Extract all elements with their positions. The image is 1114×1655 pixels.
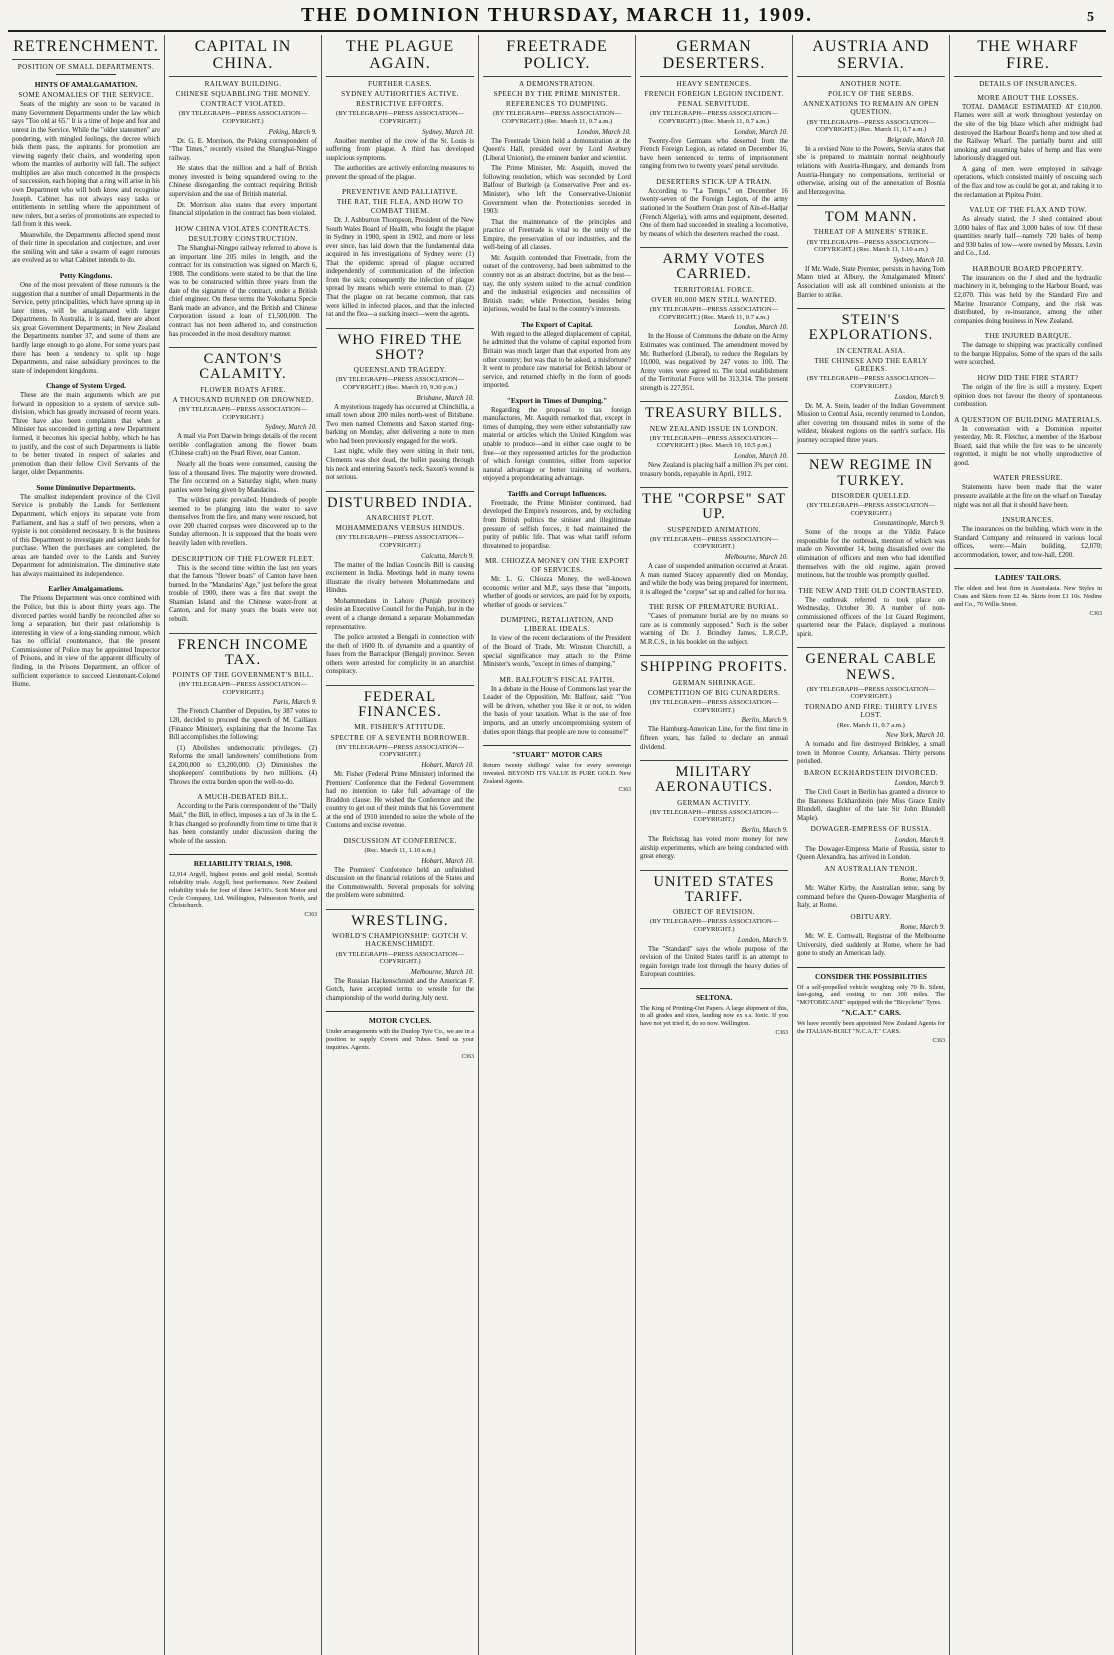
paragraph: A tornado and fire destroyed Brinkley, a small town in Monroe County, Arkansas. Thirty persons perished.: [797, 741, 945, 766]
paragraph: Dr. M. A. Stein, leader of the Indian Government Mission to Central Asia, recently returned to London, after covering ten thousand miles in some of the wildest, bleakest regions on the earth's surface. His journey occupied three years.: [797, 402, 945, 444]
deck: POLICY OF THE SERBS.: [828, 89, 914, 98]
subheading: A QUESTION OF BUILDING MATERIALS.: [954, 414, 1102, 424]
place-date: Berlin, March 9.: [741, 825, 788, 834]
dateline: (BY TELEGRAPH—PRESS ASSOCIATION—COPYRIGHT.) (Rec. March 11, 1.10 a.m.): [806, 238, 936, 254]
ad-text: Return twenty shillings' value for every sovereign invested. BEYOND ITS VALUE IS PURE GOLD. New Zealand Agents.: [483, 761, 631, 785]
article-french-income-tax: [169, 638, 317, 847]
headline: SHIPPING PROFITS.: [640, 659, 788, 676]
dateline: (BY TELEGRAPH—PRESS ASSOCIATION—COPYRIGHT.): [649, 918, 779, 933]
deck: IN CENTRAL ASIA.: [836, 346, 906, 355]
headline: FEDERAL FINANCES.: [358, 688, 442, 721]
subheading: PREVENTIVE AND PALLIATIVE.: [341, 187, 459, 197]
subheading: Change of System Urged.: [45, 381, 127, 391]
dateline: (BY TELEGRAPH—PRESS ASSOCIATION—COPYRIGHT.): [649, 699, 779, 714]
dateline: (BY TELEGRAPH—PRESS ASSOCIATION—COPYRIGHT.) (Rec. March 10, 9.30 p.m.): [335, 376, 465, 392]
paragraph: In conversation with a Dominion reporter yesterday, Mr. R. Fletcher, a member of the Harbour Board, said that while the fire was to be sincerely regretted, it might be not wholly unproductive of good.: [954, 425, 1102, 467]
deck: DOWAGER-EMPRESS OF RUSSIA.: [810, 825, 932, 834]
ad-heading: MOTOR CYCLES.: [368, 1016, 432, 1026]
deck: DESULTORY CONSTRUCTION.: [188, 234, 298, 243]
paragraph: Another member of the crew of the St. Louis is suffering from plague. A third has developed suspicious symptoms.: [326, 137, 474, 162]
paragraph: Freetrade, the Prime Minister continued, had developed the Empire's resources, and, by excluding from British politics the sinister and illegitimate pressure of selfish forces, it had maintained the purity of public life. That was what tariff reform threatened to jeopardise.: [483, 499, 631, 550]
paragraph: The Dowager-Empress Marie of Russia, sister to Queen Alexandra, has arrived in London.: [797, 845, 945, 862]
divider: [797, 205, 945, 206]
paragraph: Mohammedans in Lahore (Punjab province) desire an Executive Council for the Punjab, but in the event of a change demand a separate Mohammedan representative.: [326, 597, 474, 631]
deck: SPECTRE OF A SEVENTH BORROWER.: [330, 733, 470, 742]
article-who-fired-the-shot: [326, 333, 474, 483]
subheading: Some Diminutive Departments.: [36, 482, 136, 492]
place-date: Brisbane, March 10.: [416, 393, 474, 402]
dateline: (BY TELEGRAPH—PRESS ASSOCIATION—COPYRIGHT.): [178, 406, 308, 421]
subheading: Petty Kingdoms.: [59, 271, 113, 281]
place-date: London, March 10.: [734, 451, 788, 460]
deck: MR. FISHER'S ATTITUDE.: [354, 723, 446, 732]
headline: CAPITAL IN CHINA.: [194, 38, 292, 72]
subheading: MR. CHIOZZA MONEY ON THE EXPORT OF SERVICES.: [485, 556, 629, 575]
paragraph: TOTAL DAMAGE ESTIMATED AT £10,000. Flames were still at work throughout yesterday on the site of the big blaze which after midnight had destroyed the Harbour Board's hemp and tow shed at the Railway Wharf. The partially burnt and still smoking and steaming bales of hemp and flax were laboriously dragged out.: [954, 103, 1102, 163]
paragraph: If Mr. Wade, State Premier, persists in having Tom Mann tried at Albury, the Amalgamated Miners' Association will ask all combined unionists at the Barrier to strike.: [797, 265, 945, 299]
advertisement: [483, 745, 631, 794]
column-7: [950, 35, 1106, 1655]
deck: SOME ANOMALIES OF THE SERVICE.: [18, 91, 154, 100]
subheading: MORE ABOUT THE LOSSES.: [977, 92, 1079, 102]
paragraph: In a debate in the House of Commons last year the Leader of the Opposition, Mr. Balfour, said: "You will be driven, whether you like it or not, to widen the basis of your taxation. What is the use of free imports, and an utterly uncompromising system of duties upon things that people are now to consume?": [483, 685, 631, 736]
article-federal-finances: [326, 690, 474, 901]
paragraph: A gang of men were employed in salvage operations, which consisted mainly of rescuing such of the flax and tow as could be got at, and raking it to the reclamation at Pipitea Point.: [954, 165, 1102, 199]
deck: THREAT OF A MINERS' STRIKE.: [813, 228, 929, 237]
headline: FRENCH INCOME TAX.: [177, 636, 309, 668]
article-army-votes: [640, 252, 788, 393]
paragraph: Last night, while they were sitting in their tent, Clements was shot dead, the bullet passing through his neck and entering Saxon's neck. Saxon's wound is not serious.: [326, 448, 474, 482]
dateline: (BY TELEGRAPH—PRESS ASSOCIATION—COPYRIGHT.) (Rec. March 10, 10.5 p.m.): [649, 434, 779, 450]
headline: AUSTRIA AND SERVIA.: [812, 38, 930, 72]
article-new-regime-in-turkey: [797, 458, 945, 639]
paragraph: The authorities are actively enforcing measures to prevent the spread of the plague.: [326, 165, 474, 181]
divider: [954, 76, 1102, 77]
article-general-cable-news: [797, 652, 945, 958]
deck: FLOWER BOATS AFIRE.: [200, 385, 286, 394]
subheading: THE NEW AND THE OLD CONTRASTED.: [798, 585, 944, 595]
dateline: (BY TELEGRAPH—PRESS ASSOCIATION—COPYRIGHT.): [178, 681, 308, 696]
dateline: (BY TELEGRAPH—PRESS ASSOCIATION—COPYRIGHT.): [649, 535, 779, 551]
article-military-aeronautics: [640, 765, 788, 862]
subheading: HOW CHINA VIOLATES CONTRACTS.: [175, 223, 311, 233]
ad-text: Of a self-propelled vehicle weighing only 70 lb. Silent, fast-going, and costing to run 100 miles. The "MOTOBECANE" equipped with the "Bicyclette" Tyres.: [797, 983, 945, 1007]
headline: WRESTLING.: [351, 912, 449, 929]
divider: [326, 491, 474, 492]
article-plague-again: [326, 39, 474, 320]
dateline: (BY TELEGRAPH—PRESS ASSOCIATION—COPYRIGHT.): [649, 808, 779, 824]
deck: OBJECT OF REVISION.: [673, 908, 755, 917]
divider: [169, 633, 317, 634]
paragraph: Seats of the mighty are soon to be vacated in many Government Departments under the law which says "Too old at 65." It is a time of hope and fear and unrest in the Service. While the "older statesmen" are pondering, with mingled feelings, the decree which bids them pass, the aspirants for promotion are viewing eagerly their chairs, and wondering upon whom the mantles of authority will fall. The subject multiplies are also much concerned in the prospects of succession, each hoping that a ring will arise in his own Department who will both know and recognise Joseph. Cabinet has not always easy tasks or entitlements in settling where the appointment of new rulers, but a series of promotions are expected to fall from it this week.: [12, 101, 160, 229]
subheading: HINTS OF AMALGAMATION.: [34, 80, 138, 90]
dateline: (BY TELEGRAPH—PRESS ASSOCIATION—COPYRIGHT.): [806, 685, 936, 701]
paragraph: In the House of Commons the debate on the Army Estimates was continued. The amendment moved by Mr. Rutherford (Liberal), to reduce the Regulars by 10,000, was negatived by 247 votes to 100. The Army votes were agreed to. The total establishment of the Territorial Force will be 313,314. The present strength is 227,951.: [640, 333, 788, 392]
headline: ARMY VOTES CARRIED.: [662, 251, 766, 283]
ad-text: We have recently been appointed New Zealand Agents for the ITALIAN-BUILT "N.C.A.T." CARS.: [797, 1019, 945, 1035]
subheading: DESCRIPTION OF THE FLOWER FLEET.: [171, 553, 315, 563]
divider: [326, 909, 474, 910]
headline: FREETRADE POLICY.: [506, 38, 608, 72]
deck: OVER 80,000 MEN STILL WANTED.: [651, 295, 777, 304]
divider: [640, 247, 788, 248]
paragraph: The smallest independent province of the Civil Service is probably the Lands for Settlement Department, which enjoys its separate vote from Parliament, and has a staff of two persons, when a typiste is not considered necessary. It is the business of this Department to investigate and select lands for purchase. When the purchases are completed, the areas are handed over to the Lands and Survey Department for administration. The diminutive state has always maintained its independence.: [12, 493, 160, 578]
deck: BARON ECKHARDSTEIN DIVORCED.: [804, 768, 938, 777]
divider: [483, 76, 631, 77]
deck: NEW ZEALAND ISSUE IN LONDON.: [649, 424, 779, 433]
subheading: Tariffs and Corrupt Influences.: [507, 488, 607, 498]
deck: A DEMONSTRATION.: [519, 79, 595, 88]
divider: [56, 74, 115, 75]
masthead-title: THE DOMINION THURSDAY, MARCH 11, 1909.: [301, 4, 813, 26]
place-date: London, March 10.: [734, 323, 788, 332]
paragraph: (1) Abolishes undemocratic privileges. (2) Reforms the small landowners' contributions from £4,200,000 to £3,200,000. (3) Diminishes the shopkeepers' contributions by two millions. (4) Throws the extra burden upon the well-to-do.: [169, 744, 317, 786]
ad-code: C363: [618, 787, 631, 794]
place-date: Peking, March 9.: [268, 127, 317, 136]
paragraph: The Civil Court in Berlin has granted a divorce to the Baroness Eckhardstein (née Miss Grace Emily Blundell, daughter of the late Sir John Blundell Maple).: [797, 789, 945, 822]
divider: [640, 76, 788, 77]
article-cantons-calamity: [169, 352, 317, 624]
deck: SYDNEY AUTHORITIES ACTIVE.: [341, 89, 459, 98]
paragraph: The insurances on the building, which were in the Standard Company and reinsured in various local offices, were:—Main building, £2,070; accommodation, tower, and tow-hall, £200.: [954, 526, 1102, 559]
article-german-deserters: [640, 39, 788, 239]
advertisement: [640, 988, 788, 1037]
divider: [326, 685, 474, 686]
divider: [12, 59, 160, 60]
headline: TREASURY BILLS.: [645, 405, 783, 422]
deck: QUEENSLAND TRAGEDY.: [353, 366, 447, 375]
deck: SUSPENDED ANIMATION.: [667, 525, 761, 534]
dateline: (BY TELEGRAPH—PRESS ASSOCIATION—COPYRIGHT.): [335, 110, 465, 126]
paragraph: Dr. J. Ashburton Thompson, President of the New South Wales Board of Health, who fought the plague in Sydney in 1900, spent in 1902, and more or less ever since, has laid down that the fundamental data acquired in his investigations of Sydney were: (1) That the epidemic spread of plague occurred independently of communication of the infection from the sick; consequently the infection of plague spread by means which were external to man. (2) That the plague on rat became common, that rats were killed in infected places, and that the infected rat and the flea—a sucking insect—were the agents.: [326, 216, 474, 319]
ad-heading: "N.C.A.T." CARS.: [841, 1008, 901, 1018]
place-date: Berlin, March 9.: [741, 716, 788, 725]
deck: FURTHER CASES.: [368, 79, 432, 88]
ad-text: The oldest and best firm in Australasia. New Styles in Coats and Skirts from £2 4s. Skirts from £1 10s. Nodine and Co., 76 Willis Street.: [954, 585, 1102, 608]
deck: FRENCH FOREIGN LEGION INCIDENT.: [644, 89, 784, 98]
deck: A THOUSAND BURNED OR DROWNED.: [172, 395, 314, 404]
column-4: [479, 35, 636, 1655]
divider: [640, 401, 788, 402]
dateline: (BY TELEGRAPH—PRESS ASSOCIATION—COPYRIGHT.): [178, 110, 308, 126]
headline: THE PLAGUE AGAIN.: [345, 38, 455, 72]
divider: [797, 453, 945, 454]
dateline: (BY TELEGRAPH—PRESS ASSOCIATION—COPYRIGHT.) (Rec. March 11, 0.7 a.m.): [649, 110, 779, 126]
article-treasury-bills: [640, 406, 788, 479]
divider: [169, 76, 317, 77]
article-freetrade-policy: [483, 39, 631, 737]
advertisement: [797, 967, 945, 1045]
paragraph: Meanwhile, the Departments affected spend most of their time in speculation and conjecture, and over the smiling win and take a swarm of eager rumours are evolved as to what Cabinet intends to do.: [12, 231, 160, 265]
subheading: DUMPING, RETALIATION, AND LIBERAL IDEALS.: [500, 615, 614, 634]
ad-text: 12,914 Argyll, highest points and gold medal, Scottish reliability trials. Argyll, best performance. New Zealand reliability trials for four of three 14/16's. Scott Motor and Cycle Company, Ltd. Wellington, Palmerston North, and Christchurch.: [169, 871, 317, 910]
deck: WORLD'S CHAMPIONSHIP: GOTCH V. HACKENSCHMIDT.: [332, 932, 468, 949]
place-date: Sydney, March 10.: [893, 255, 945, 264]
headline: MILITARY AERONAUTICS.: [655, 764, 773, 796]
deck: AN AUSTRALIAN TENOR.: [824, 864, 918, 873]
deck: POSITION OF SMALL DEPARTMENTS.: [17, 62, 155, 71]
deck: THE RAT, THE FLEA, AND HOW TO COMBAT THEM.: [336, 198, 464, 215]
masthead: [8, 0, 1106, 32]
dateline: (BY TELEGRAPH—PRESS ASSOCIATION—COPYRIGHT.): [335, 950, 465, 966]
ad-text: Under arrangements with the Dunlop Tyre Co., we are in a position to supply Covers and Tubes. Send us your inquiries. Agents.: [326, 1028, 474, 1051]
deck: GERMAN ACTIVITY.: [677, 798, 751, 807]
headline: GERMAN DESERTERS.: [662, 38, 766, 72]
paragraph: Nearly all the boats were consumed, causing the loss of a thousand lives. The majority were drowned. The fire occurred on a Saturday night, when many parties were being given by Mandarins.: [169, 460, 317, 494]
place-date: Hobart, March 10.: [421, 856, 474, 865]
divider: [326, 328, 474, 329]
place-date: New York, March 10.: [885, 731, 945, 740]
paragraph: The police arrested a Bengali in connection with the theft of 1600 lb. of dynamite and a quantity of fuses from the Barrackpur (Bengal) province. Seven others were arrested for complicity in an anarchist conspiracy.: [326, 634, 474, 676]
paragraph: The Reichstag has voted more money for new airship experiments, which are being conducted with great energy.: [640, 835, 788, 861]
place-date: Calcutta, March 9.: [420, 551, 474, 560]
ad-code: C363: [932, 1037, 945, 1044]
place-date: London, March 9.: [894, 392, 945, 401]
paragraph: Mr. Asquith contended that Freetrade, from the outset of the controversy, had been submitted to the country not as an abstract doctrine, but as the best—nay, the only system suited to the actual condition and the industrial exigencies and necessities of British trade; while Protection, besides being injurious, would be fatal to the country's interests.: [483, 254, 631, 314]
headline: WHO FIRED THE SHOT?: [337, 331, 463, 363]
place-date: London, March 9.: [894, 779, 945, 788]
place-date: Melbourne, March 10.: [724, 552, 788, 561]
place-date: Sydney, March 10.: [265, 423, 317, 432]
headline: THE WHARF FIRE.: [977, 38, 1079, 72]
ad-heading: CONSIDER THE POSSIBILITIES: [815, 971, 927, 981]
article-shipping-profits: [640, 660, 788, 752]
paragraph: Mr. L. G. Chiozza Money, the well-known economic writer and M.P., says these that "imports, whether of goods or services, are paid for by exports, whether of goods or services.": [483, 576, 631, 609]
deck: TORNADO AND FIRE: THIRTY LIVES LOST.: [804, 703, 938, 720]
deck: CHINESE SQUABBLING THE MONEY.: [175, 89, 311, 98]
paragraph: "Cases of premature burial are by no means so rare as is commonly supposed." Such is the sober warning of Dr. J. Brindley James, L.R.C.P., M.R.C.S., in his booklet on the subject.: [640, 613, 788, 646]
paragraph: Statements have been made that the water pressure available at the fire on the wharf on Tuesday night was not all that it should have been.: [954, 484, 1102, 509]
paragraph: The Freetrade Union held a demonstration at the Queen's Hall, presided over by Lord Avebury (Liberal Unionist), the eminent banker and scientist.: [483, 137, 631, 162]
subheading: THE RISK OF PREMATURE BURIAL.: [648, 602, 780, 612]
deck: POINTS OF THE GOVERNMENT'S BILL.: [172, 670, 314, 679]
headline: STEIN'S EXPLORATIONS.: [808, 312, 934, 344]
article-wharf-fire: [954, 39, 1102, 560]
paragraph: With regard to the alleged displacement of capital, he admitted that the volume of capital exported from Britain was much larger than that exported from any other country; but was that to be asked, a misfortune? It went to produce raw material for British labour or service, and returned chiefly in the form of goods imported.: [483, 330, 631, 390]
subheading: DESERTERS STICK UP A TRAIN.: [656, 176, 772, 186]
headline: UNITED STATES TARIFF.: [653, 873, 775, 905]
deck: COMPETITION OF BIG CUNARDERS.: [647, 688, 781, 697]
divider: [797, 647, 945, 648]
paragraph: Mr. W. E. Cornwall, Registrar of the Melbourne University, died suddenly at Rome, where he had gone to study an American lady.: [797, 933, 945, 958]
place-date: London, March 9.: [737, 935, 788, 944]
divider: [640, 487, 788, 488]
deck: TERRITORIAL FORCE.: [673, 285, 755, 294]
deck: PENAL SERVITUDE.: [677, 100, 751, 109]
deck: DETAILS OF INSURANCES.: [979, 79, 1077, 88]
place-date: Belgrade, March 10.: [886, 135, 945, 144]
place-date: Melbourne, March 10.: [410, 967, 474, 976]
ad-code: C363: [775, 1030, 788, 1037]
deck: RAILWAY BUILDING.: [204, 79, 282, 88]
deck: HEAVY SENTENCES.: [676, 79, 752, 88]
paragraph: The Russian Hackenschmidt and the American F. Gotch, have accepted terms to wrestle for the championship of the world during July next.: [326, 977, 474, 1002]
paragraph: Dr. Morrison also states that every important financial stipulation in the contract has been violated.: [169, 201, 317, 218]
place-date: London, March 10.: [734, 127, 788, 136]
ad-heading: LADIES' TAILORS.: [995, 573, 1061, 583]
dateline: (BY TELEGRAPH—PRESS ASSOCIATION—COPYRIGHT.) (Rec. March 11, 0.7 a.m.): [806, 118, 936, 134]
paragraph: The wildest panic prevailed. Hundreds of people seemed to be plunging into the water to save themselves from the fire, and many were rescued, but over 200 charred corpses were discovered up to the Sunday afternoon. It is supposed that the boats were heavily laden with revellers.: [169, 497, 317, 548]
paragraph: That the maintenance of the principles and practice of Freetrade is vital to the unity of the Empire, the preservation of our industries, and the well-being of all classes.: [483, 218, 631, 252]
paragraph: As already stated, the J shed contained about 3,000 bales of flax and 3,000 bales of tow. Of these quantities nearly half—namely 720 bales of hemp and 930 bales of tow—were owned by Messrs. Levin and Co., Ltd.: [954, 216, 1102, 258]
article-capital-in-china: [169, 39, 317, 339]
paragraph: The Prime Minister, Mr. Asquith, moved the following resolution, which was seconded by Lord Balfour of Burleigh (a Conservative Peer and ex-Minister), who left the Conservative-Unionist Government when the Protectionists seceded in 1903:: [483, 165, 631, 216]
place-date: London, March 9.: [894, 835, 945, 844]
paragraph: The Prisons Department was once combined with the Police, but this is about thirty years ago. The divorced parties would hardly be reconciled after so long a separation, but their past relationship is interesting in view of a long-standing rumour, which has no official countenance, that the present Commissioner of Police may be appointed Inspector of Prisons, and in view of the apparent difficulty of finding, in the Prisons Department, an officer of sufficient experience to succeed Lieutenant-Colonel Hume.: [12, 595, 160, 689]
dateline: (BY TELEGRAPH—PRESS ASSOCIATION—COPYRIGHT.): [806, 502, 936, 517]
dateline: (BY TELEGRAPH—PRESS ASSOCIATION—COPYRIGHT.) (Rec. March 11, 0.7 a.m.): [492, 110, 622, 126]
ad-heading: "STUART" MOTOR CARS: [511, 750, 603, 760]
dateline: (BY TELEGRAPH—PRESS ASSOCIATION—COPYRIGHT.): [335, 743, 465, 759]
paragraph: He states that the million and a half of British money invested is being squandered owing to the Chinese disregarding the contract requiring British supervision and the use of British material.: [169, 165, 317, 198]
paragraph: A mail via Port Darwin brings details of the recent terrible conflagration among the flower boats (Chinese craft) on the Pearl River, near Canton.: [169, 433, 317, 458]
dateline: (BY TELEGRAPH—PRESS ASSOCIATION—COPYRIGHT.) (Rec. March 11, 0.7 a.m.): [649, 306, 779, 321]
ad-code: C363: [304, 912, 317, 919]
place-date: Rome, March 9.: [900, 923, 945, 932]
paragraph: This is the second time within the last ten years that the famous "flower boats" of Canton have been burned. In the "Mandarins' Age," just before the great trouble of 1900, there was a fire that swept the Shamian Island and the Chinese water-front at Canton, and for many years the boats were not rebuilt.: [169, 564, 317, 623]
deck: THE CHINESE AND THE EARLY GREEKS.: [814, 356, 928, 374]
subheading: HOW DID THE FIRE START?: [977, 372, 1079, 382]
deck: DISORDER QUELLED.: [831, 491, 911, 500]
paragraph: New Zealand is placing half a million 3¾ per cent. treasury bonds, repayable in April, 1912.: [640, 461, 788, 478]
divider: [640, 870, 788, 871]
place-date: London, March 10.: [577, 127, 631, 136]
divider: [640, 760, 788, 761]
paragraph: A case of suspended animation occurred at Ararat. A man named Stacey apparently died on Monday, and while the body was being prepared for interment, it is alleged the "corpse" sat up and called for hot tea.: [640, 562, 788, 596]
subheading: MR. BALFOUR'S FISCAL FAITH.: [499, 674, 615, 684]
article-austria-and-servia: [797, 39, 945, 197]
column-3: [322, 35, 479, 1655]
headline: CANTON'S CALAMITY.: [199, 351, 287, 383]
headline: TOM MANN.: [824, 209, 918, 226]
subheading: HARBOUR BOARD PROPERTY.: [972, 263, 1084, 273]
columns: [8, 35, 1106, 1655]
place-date: Constantinople, March 9.: [873, 519, 945, 528]
subheading: INSURANCES.: [1002, 515, 1054, 525]
paragraph: Dr. G. E. Morrison, the Peking correspondent of "The Times," recently visited the Shanghai-Ningpo railway.: [169, 137, 317, 162]
subheading: A MUCH-DEBATED BILL.: [197, 792, 289, 802]
place-date: Paris, March 9.: [272, 698, 317, 707]
column-2: [165, 35, 322, 1655]
subheading: WATER PRESSURE.: [993, 473, 1063, 483]
article-retrenchment: [12, 39, 160, 690]
article-wrestling: [326, 914, 474, 1004]
place-date: Sydney, March 10.: [422, 127, 474, 136]
paragraph: Twenty-five Germans who deserted from the French Foreign Legion, as related on December 16, have been sentenced to terms of imprisonment ranging from two to twenty years' penal servitude.: [640, 137, 788, 171]
dateline: (BY TELEGRAPH—PRESS ASSOCIATION—COPYRIGHT.): [335, 534, 465, 550]
paragraph: In view of the recent declarations of the President of the Board of Trade, Mr. Winston Churchill, a special significance may attach to the Prime Minister's words, "except in times of dumping.": [483, 635, 631, 669]
ad-heading: SELTONA.: [695, 992, 733, 1002]
paragraph: The matter of the Indian Councils Bill is causing excitement in India. Meetings held in many towns illustrate the rivalry between Mohammedans and Hindus.: [326, 561, 474, 595]
paragraph: One of the most prevalent of these rumours is the suggestion that a number of small Departments in the Service, petty principalities, which have sprung up in later times, will be amalgamated with larger Departments. In Australia, it is said, there are about six great Government Departments; in New Zealand the Departments number 37, and some of them are hardly large enough to go alone. For some years past there has been a tendency to split up huge Departments, and raise subsidiary provinces to the state of independent kingdoms.: [12, 282, 160, 375]
deck: ANOTHER NOTE.: [839, 79, 903, 88]
headline: DISTURBED INDIA.: [327, 494, 473, 511]
ad-text: The King of Printing-Out Papers. A large shipment of this, in all grades and sizes, landing now ex s.s. Ionic. If you have not yet tried it, do so now. Wellington.: [640, 1004, 788, 1028]
article-disturbed-india: [326, 496, 474, 677]
place-date: Rome, March 9.: [900, 875, 945, 884]
subheading: The Export of Capital.: [521, 319, 593, 329]
deck: MOHAMMEDANS VERSUS HINDUS.: [335, 524, 465, 533]
paragraph: A mysterious tragedy has occurred at Chinchilla, a small town about 200 miles north-west of Brisbane. Two men named Clements and Saxon started ring-barking on Monday, after delivering a note to men who had been previously engaged for the work.: [326, 403, 474, 445]
article-tom-mann: [797, 210, 945, 300]
deck: GERMAN SHRINKAGE.: [672, 678, 756, 687]
page-number: 5: [1087, 10, 1096, 25]
deck: RESTRICTIVE EFFORTS.: [356, 100, 444, 109]
subheading: VALUE OF THE FLAX AND TOW.: [969, 205, 1087, 215]
divider: [797, 76, 945, 77]
ad-code: C363: [461, 1053, 474, 1060]
deck: CONTRACT VIOLATED.: [200, 100, 286, 109]
column-1: [8, 35, 165, 1655]
paragraph: Mr. Fisher (Federal Prime Minister) informed the Premiers' Conference that the Federal Government had no intention to take full advantage of the Braddon clause. He wished the Conference and the country to get out of their minds that his Government at the end of 1910 intended to seize the whole of the Customs and excise revenue.: [326, 771, 474, 830]
paragraph: The damage to shipping was practically confined to the barque Hippalos. Some of the spars of the sails were scorched.: [954, 342, 1102, 367]
paragraph: Some of the troops at the Yildiz Palace responsible for the outbreak, mention of which was made on November 14, being dissatisfied over the elimination of officers and men who had identified themselves with the old regime, again proved mutinous, but the trouble was promptly quelled.: [797, 529, 945, 580]
paragraph: The Hamburg-American Line, for the first time in fifteen years, has failed to declare an annual dividend.: [640, 726, 788, 751]
paragraph: The outbreak referred to took place on Wednesday, October 30. A number of non-commissioned officers of the 1st Guard Regiment, quartered near the Palace, displayed a mutinous spirit.: [797, 596, 945, 638]
advertisement: [169, 854, 317, 919]
divider: [640, 655, 788, 656]
ad-heading: RELIABILITY TRIALS, 1908.: [193, 859, 293, 869]
headline: GENERAL CABLE NEWS.: [805, 651, 937, 683]
headline: NEW REGIME IN TURKEY.: [809, 457, 933, 489]
deck: OBITUARY.: [850, 912, 892, 921]
subheading: THE INJURED BARQUE.: [984, 331, 1072, 341]
ad-code: C363: [1089, 610, 1102, 617]
headline: THE "CORPSE" SAT UP.: [642, 491, 786, 523]
article-united-states-tariff: [640, 875, 788, 980]
divider: [797, 308, 945, 309]
deck: REFERENCES TO DUMPING.: [505, 100, 609, 109]
divider: [169, 347, 317, 348]
paragraph: The Shanghai-Ningpo railway referred to above is an important line 205 miles in length, and the contract for its construction was signed on March 6, 1908. The conditions were stated to be that the line was to be constructed within three years from the date of the signature of the contract, under a British chief engineer. On these terms the Yokohama Specie Bank made an advance, and the British and Chinese Corporation issued a loan of £1,500,000. The contract has not been adhered to, and construction has proceeded in the most desultory manner.: [169, 244, 317, 338]
place-date: Hobart, March 10.: [421, 761, 474, 770]
advertisement: [954, 568, 1102, 617]
divider: [326, 76, 474, 77]
deck: ANARCHIST PLOT.: [365, 513, 435, 522]
column-6: [793, 35, 950, 1655]
subheading: "Export in Times of Dumping.": [506, 395, 608, 405]
paragraph: The origin of the fire is still a mystery. Expert opinion does not favour the theory of spontaneous combustion.: [954, 383, 1102, 409]
subheading: DISCUSSION AT CONFERENCE.: [343, 836, 457, 845]
paragraph: Regarding the proposal to tax foreign manufactures, Mr. Asquith remarked that, except in times of dumping, they were either substantially raw material or articles which the United Kingdom was unable to produce—and in either case ought to be free—or they represented articles for the production of which foreign countries, either from superior natural advantage or better training of workers, enjoyed a preponderating advantage.: [483, 406, 631, 483]
paragraph: According to the Paris correspondent of the "Daily Mail," the Bill, in effect, imposes a tax of 3s in the £. It has changed so profoundly from time to time that it has been constantly under discussion during the whole of the session.: [169, 803, 318, 845]
column-5: [636, 35, 793, 1655]
dateline: (Rec. March 11, 1.10 a.m.): [364, 847, 436, 854]
deck: ANNEXATIONS TO REMAIN AN OPEN QUESTION.: [803, 100, 939, 117]
paragraph: The French Chamber of Deputies, by 387 votes to 120, decided to proceed the speech of M. Caillaux (Finance Minister), explaining that the Income Tax Bill accomplishes the following:: [169, 708, 317, 742]
headline: RETRENCHMENT.: [13, 38, 159, 55]
paragraph: The insurances on the J shed and the hydraulic machinery in it, belonging to the Harbour Board, was £2,070. This was held by the Standard Fire and Marine Insurance Company, and the risk was distributed, by re-insurance, among the other companies doing business in New Zealand.: [954, 274, 1102, 325]
paragraph: The Premiers' Conference held an unfinished discussion on the financial relations of the States and the Commonwealth. Several proposals for solving the problem were submitted.: [326, 866, 474, 900]
paragraph: Mr. Walter Kirby, the Australian tenor, sang by command before the Queen-Dowager Margherita of Italy, at Rome.: [797, 885, 945, 910]
paragraph: These are the main arguments which are put forward in opposition to a system of service sub-division, which has greatly increased of recent years. Three have also been complaints that when a Minister has succeeded in getting a new Department formed, it becomes his special hobby, which he has to justify, and the cost of such Departments is liable to be better treated in respect of salaries and promotion than their fellow Civil Servants of the larger, older Departments.: [12, 392, 160, 477]
subheading: Earlier Amalgamations.: [48, 584, 124, 594]
advertisement: [326, 1011, 474, 1060]
article-steins-explorations: [797, 313, 945, 445]
dateline: (BY TELEGRAPH—PRESS ASSOCIATION—COPYRIGHT.): [806, 375, 936, 391]
paragraph: The "Standard" says the whole purpose of the revision of the United States tariff is an attempt to regain foreign trade lost through the heavy duties of European countries.: [640, 945, 788, 979]
article-corpse-sat-up: [640, 492, 788, 647]
paragraph: According to "La Temps," on December 16 twenty-seven of the Foreign Legion, of the army stationed in the Southern Oran post of Aïn-el-Hadjar (French Algeria), with arms and equipment, deserted. One of them had succeeded in stealing a locomotive, by means of which the deserters reached the coast.: [640, 187, 788, 238]
dateline: (Rec. March 11, 0.7 a.m.): [837, 721, 905, 729]
deck: SPEECH BY THE PRIME MINISTER.: [493, 89, 621, 98]
paragraph: In a revised Note to the Powers, Servia states that she is prepared to maintain normal neighbourly relations with Austria-Hungary, and demands from Austria-Hungary no compensations, territorial or otherwise, arising out of the annexation of Bosnia and Herzegovina.: [797, 145, 945, 196]
